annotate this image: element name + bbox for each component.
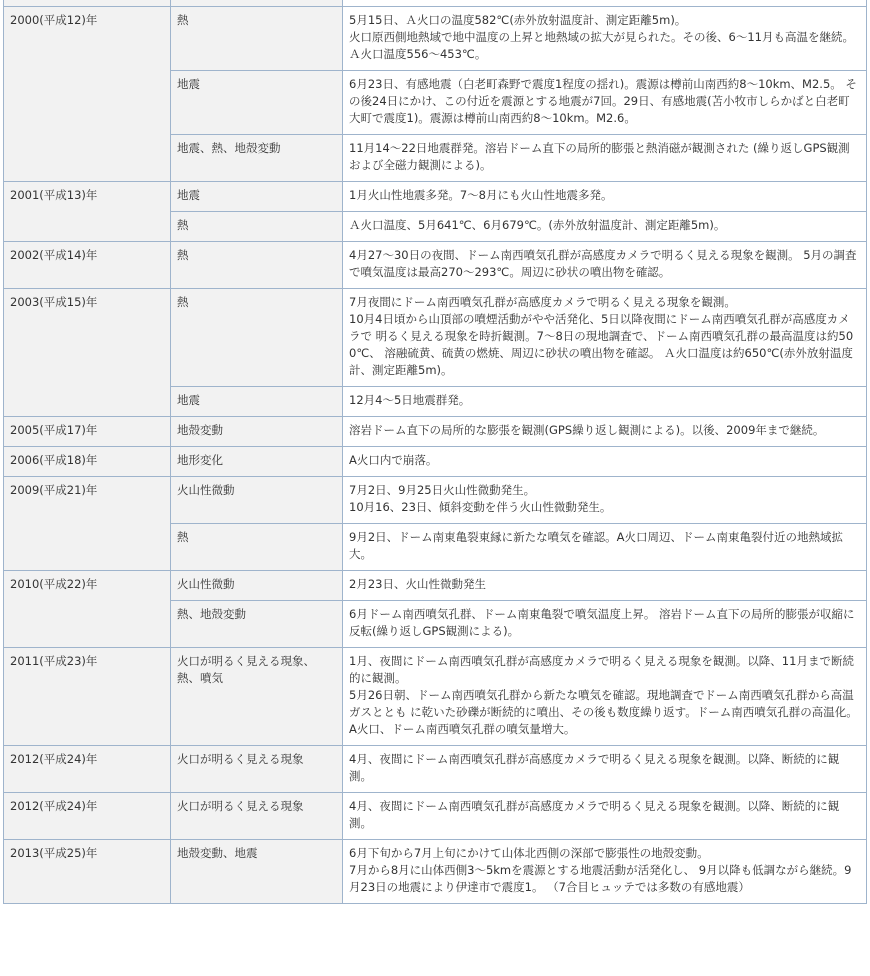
eruption-history-table xyxy=(3,0,867,904)
phenomenon-type-cell: 地震 xyxy=(171,182,343,212)
table-body xyxy=(4,0,867,904)
phenomenon-type-cell: 火口が明るく見える現象、熱、噴気 xyxy=(171,648,343,746)
table-row xyxy=(4,840,867,904)
description-cell: Ａ火口温度、5月641℃、6月679℃。(赤外放射温度計、測定距離5m)。 xyxy=(343,212,867,242)
phenomenon-type-cell: 火口が明るく見える現象 xyxy=(171,746,343,793)
year-cell: 2002(平成14)年 xyxy=(4,242,171,289)
phenomenon-type-cell: 地震 xyxy=(171,71,343,135)
table-row xyxy=(4,571,867,601)
description-cell: 6月23日、有感地震（白老町森野で震度1程度の揺れ)。震源は樽前山南西約8～10km、M2.5。 その後24日にかけ、この付近を震源とする地震が7回。29日、有感地震(苫小牧市しらかばと白老町大町で震度1)。震源は樽前山南西約8～10km。M2.6。 xyxy=(343,71,867,135)
table-row xyxy=(4,793,867,840)
description-cell: 7月2日、9月25日火山性微動発生。 10月16、23日、傾斜変動を伴う火山性微動発生。 xyxy=(343,477,867,524)
year-cell: 2003(平成15)年 xyxy=(4,289,171,417)
description-cell: 6月ドーム南西噴気孔群、ドーム南東亀裂で噴気温度上昇。 溶岩ドーム直下の局所的膨張が収縮に反転(繰り返しGPS観測による)。 xyxy=(343,601,867,648)
phenomenon-type-cell: 熱 xyxy=(171,212,343,242)
year-cell: 2001(平成13)年 xyxy=(4,182,171,242)
description-cell: A火口内で崩落。 xyxy=(343,447,867,477)
table-row xyxy=(4,417,867,447)
phenomenon-type-cell: 火山性微動 xyxy=(171,477,343,524)
description-cell: 6月下旬から7月上旬にかけて山体北西側の深部で膨張性の地殻変動。 7月から8月に山体西側3～5kmを震源とする地震活動が活発化し、 9月以降も低調ながら継続。9月23日の地震により伊達市で震度1。 （7合目ヒュッテでは多数の有感地震） xyxy=(343,840,867,904)
table-row xyxy=(4,648,867,746)
description-cell: 1月火山性地震多発。7～8月にも火山性地震多発。 xyxy=(343,182,867,212)
table-row xyxy=(4,746,867,793)
description-cell: 12月4～5日地震群発。 xyxy=(343,387,867,417)
table-row xyxy=(4,182,867,212)
year-cell: 2012(平成24)年 xyxy=(4,793,171,840)
table-row xyxy=(4,242,867,289)
phenomenon-type-cell: 熱 xyxy=(171,289,343,387)
year-cell: 2006(平成18)年 xyxy=(4,447,171,477)
description-cell: 11月14～22日地震群発。溶岩ドーム直下の局所的膨張と熱消磁が観測された (繰り返しGPS観測および全磁力観測による)。 xyxy=(343,135,867,182)
description-cell: 1月、夜間にドーム南西噴気孔群が高感度カメラで明るく見える現象を観測。以降、11月まで断続的に観測。 5月26日朝、ドーム南西噴気孔群から新たな噴気を確認。現地調査でドーム南西噴気孔群から高温ガスととも に乾いた砂礫が断続的に噴出、その後も数度繰り返す。ドーム南西噴気孔群の高温化。 A火口、ドーム南西噴気孔群の噴気量増大。 xyxy=(343,648,867,746)
description-cell: 7月夜間にドーム南西噴気孔群が高感度カメラで明るく見える現象を観測。 10月4日頃から山頂部の噴煙活動がやや活発化、5日以降夜間にドーム南西噴気孔群が高感度カメラで 明るく見える現象を時折観測。7～8日の現地調査で、ドーム南西噴気孔群の最高温度は約500℃、 溶融硫黄、硫黄の燃焼、周辺に砂状の噴出物を確認。 Ａ火口温度は約650℃(赤外放射温度計、測定距離5m)。 xyxy=(343,289,867,387)
phenomenon-type-cell: 地震、熱、地殻変動 xyxy=(171,135,343,182)
year-cell: 2009(平成21)年 xyxy=(4,477,171,571)
description-cell: 9月2日、ドーム南東亀裂東縁に新たな噴気を確認。A火口周辺、ドーム南東亀裂付近の地熱域拡大。 xyxy=(343,524,867,571)
description-cell: 4月27～30日の夜間、ドーム南西噴気孔群が高感度カメラで明るく見える現象を観測。 5月の調査で噴気温度は最高270～293℃。周辺に砂状の噴出物を確認。 xyxy=(343,242,867,289)
description-cell: 2月23日、火山性微動発生 xyxy=(343,571,867,601)
table-row xyxy=(4,477,867,524)
table-row xyxy=(4,7,867,71)
phenomenon-type-cell: 火山性微動 xyxy=(171,571,343,601)
year-cell: 2013(平成25)年 xyxy=(4,840,171,904)
description-cell: 4月、夜間にドーム南西噴気孔群が高感度カメラで明るく見える現象を観測。以降、断続的に観測。 xyxy=(343,746,867,793)
phenomenon-type-cell: 地震 xyxy=(171,387,343,417)
phenomenon-type-cell: 地殻変動 xyxy=(171,417,343,447)
phenomenon-type-cell: 火口が明るく見える現象 xyxy=(171,793,343,840)
phenomenon-type-cell: 熱 xyxy=(171,524,343,571)
phenomenon-type-cell: 熱 xyxy=(171,7,343,71)
description-cell: 溶岩ドーム直下の局所的な膨張を観測(GPS繰り返し観測による)。以後、2009年まで継続。 xyxy=(343,417,867,447)
phenomenon-type-cell: 熱、地殻変動 xyxy=(171,601,343,648)
year-cell: 2000(平成12)年 xyxy=(4,7,171,182)
phenomenon-type-cell: 地形変化 xyxy=(171,447,343,477)
year-cell: 2011(平成23)年 xyxy=(4,648,171,746)
description-cell: 4月、夜間にドーム南西噴気孔群が高感度カメラで明るく見える現象を観測。以降、断続的に観測。 xyxy=(343,793,867,840)
table-row xyxy=(4,289,867,387)
phenomenon-type-cell: 地殻変動、地震 xyxy=(171,840,343,904)
year-cell: 2012(平成24)年 xyxy=(4,746,171,793)
year-cell: 2005(平成17)年 xyxy=(4,417,171,447)
table-row xyxy=(4,447,867,477)
description-cell: 5月15日、Ａ火口の温度582℃(赤外放射温度計、測定距離5m)。 火口原西側地熱域で地中温度の上昇と地熱域の拡大が見られた。その後、6～11月も高温を継続。Ａ火口温度556～453℃。 xyxy=(343,7,867,71)
phenomenon-type-cell: 熱 xyxy=(171,242,343,289)
year-cell: 2010(平成22)年 xyxy=(4,571,171,648)
